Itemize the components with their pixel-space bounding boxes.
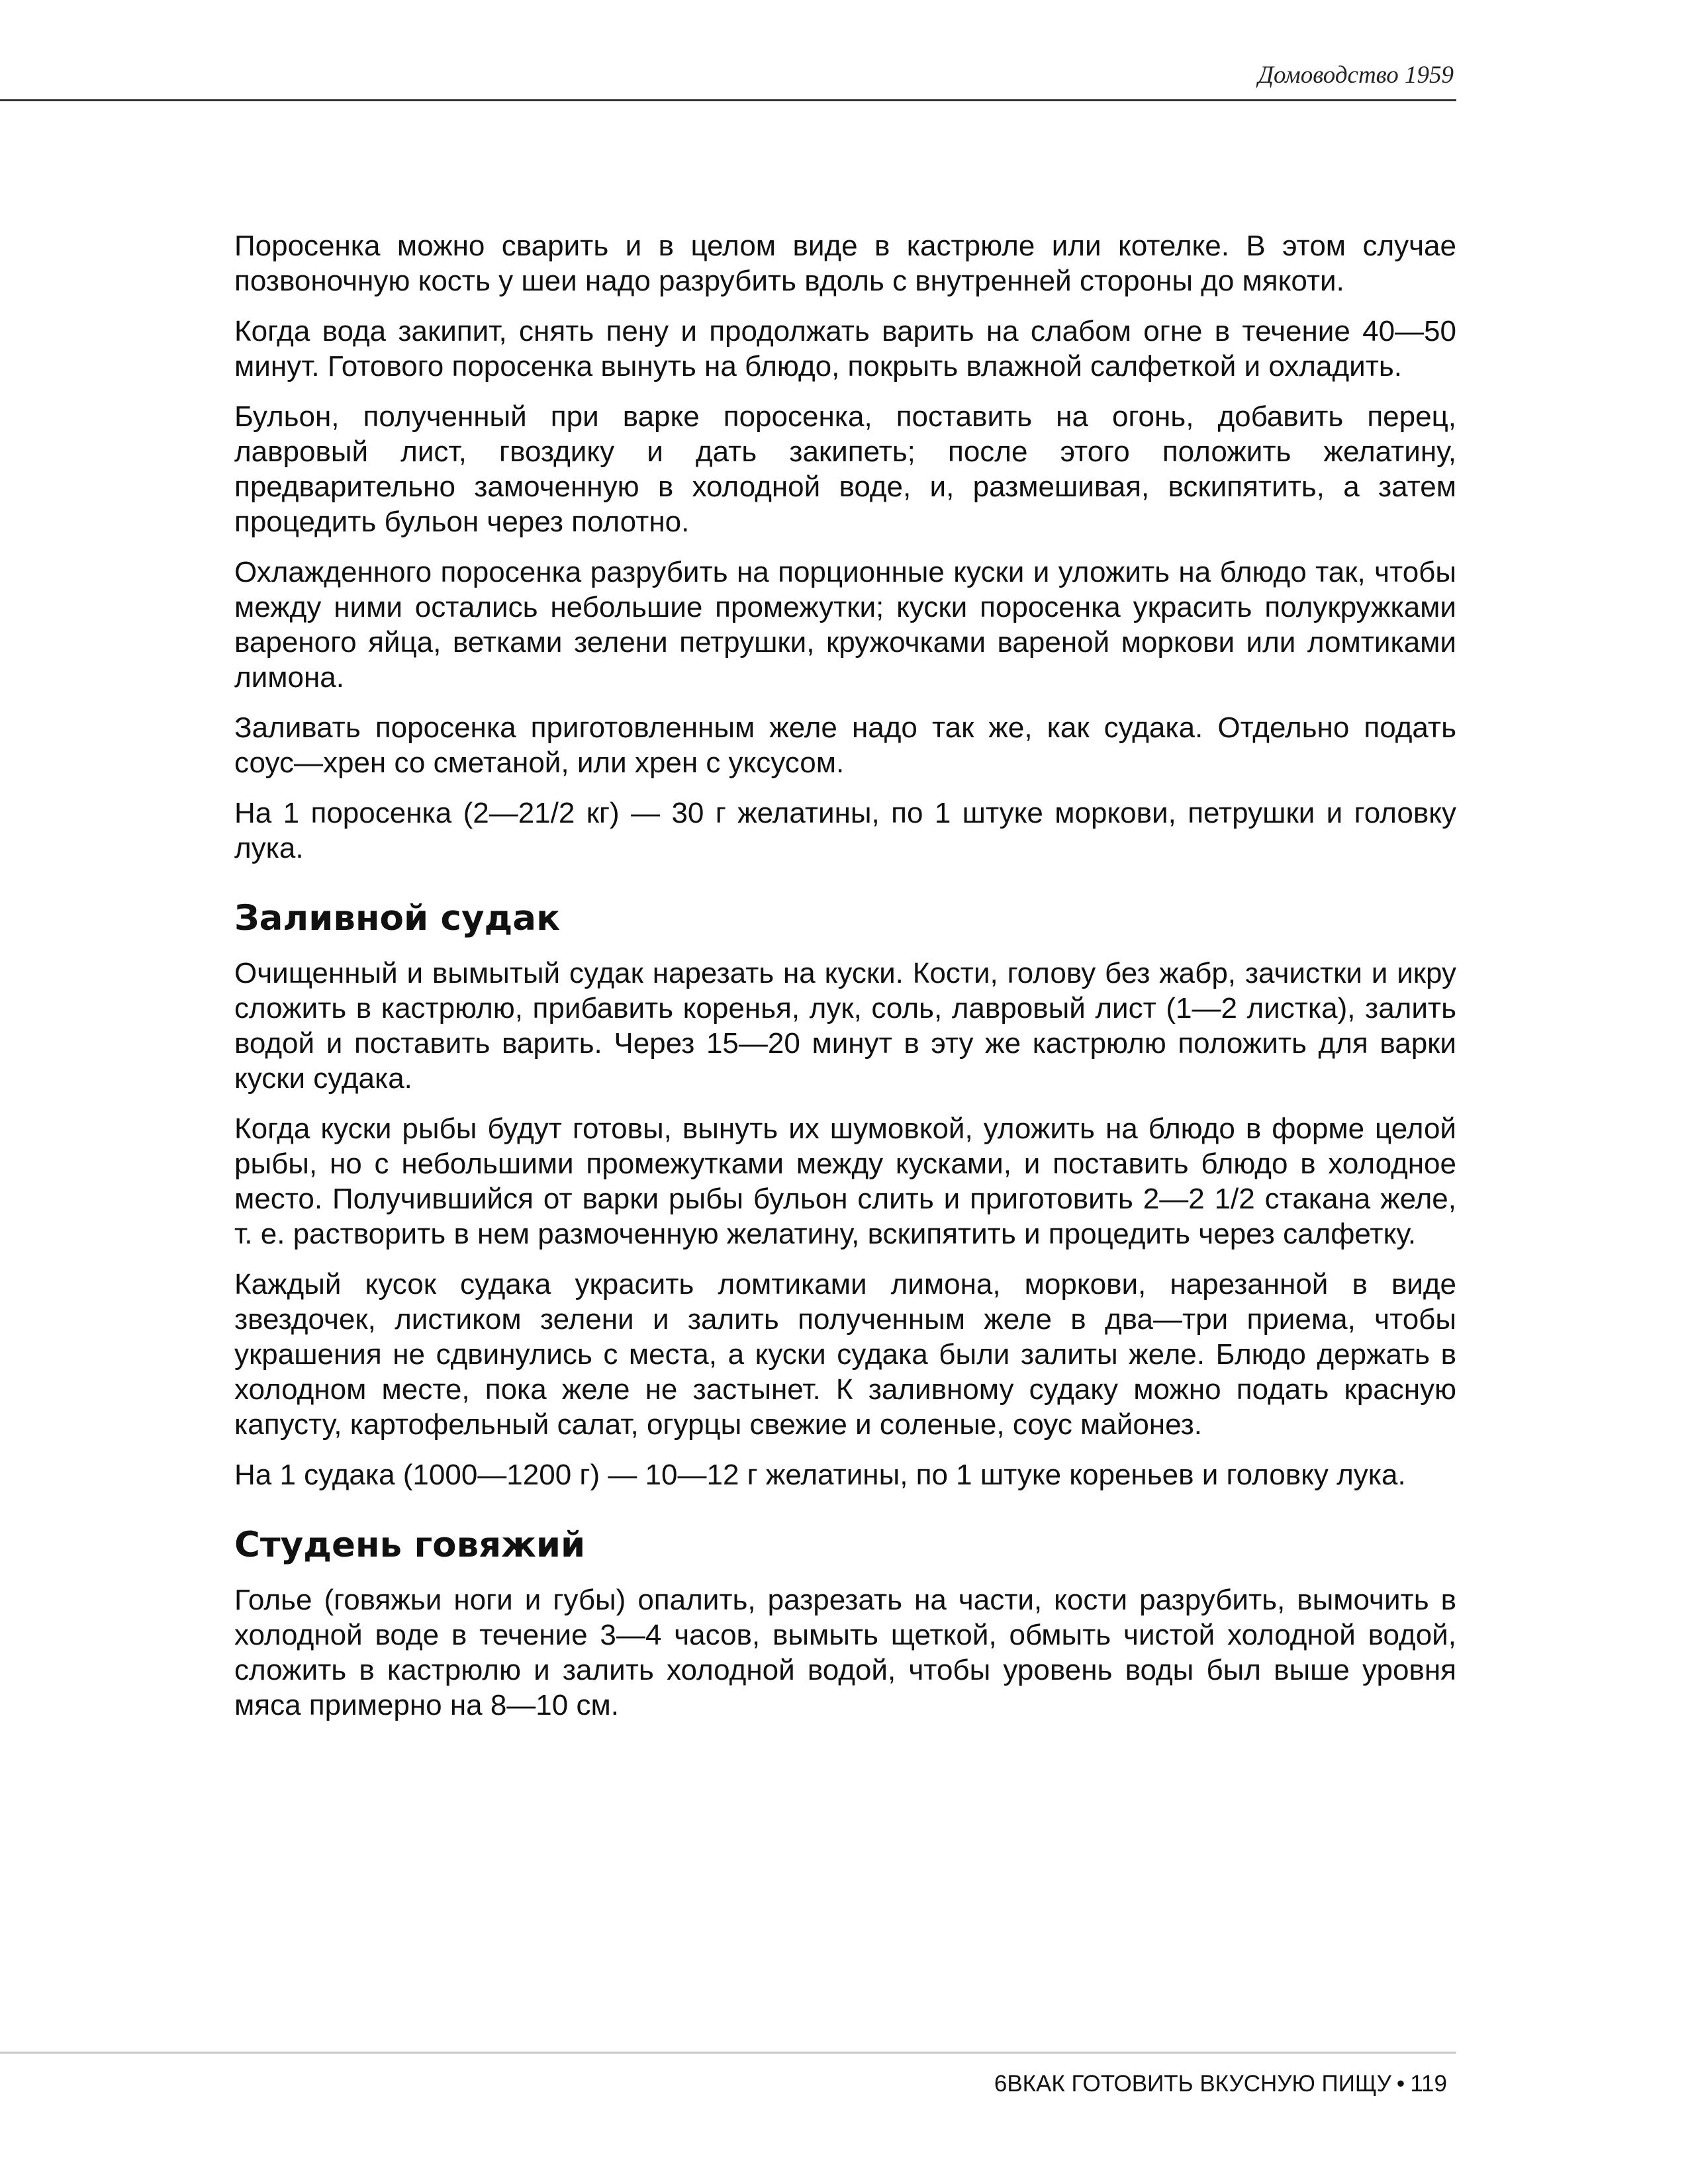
paragraph: На 1 поросенка (2—21/2 кг) — 30 г желатины, по 1 штуке моркови, петрушки и головку лука.	[234, 797, 1456, 864]
paragraph: Голье (говяжьи ноги и губы) опалить, разрезать на части, кости разрубить, вымочить в холодной воде в течение 3—4 часов, вымыть щеткой, обмыть чистой холодной водой, сложить в кастрюлю и залить холодной водой, чтобы уровень воды был выше уровня мяса примерно на 8—10 см.	[234, 1584, 1456, 1721]
page-body	[234, 228, 1456, 1738]
page-footer	[0, 2052, 1456, 2097]
paragraph: Когда куски рыбы будут готовы, вынуть их шумовкой, уложить на блюдо в форме целой рыбы, но с небольшими промежутками между кусками, и поставить блюдо в холодное место. Получившийся от варки рыбы бульон слить и приготовить 2—2 1/2 стакана желе, т. е. растворить в нем размоченную желатину, вскипятить и процедить через салфетку.	[234, 1113, 1456, 1250]
paragraph: Заливать поросенка приготовленным желе надо так же, как судака. Отдельно подать соус—хрен со сметаной, или хрен с уксусом.	[234, 711, 1456, 779]
footer-text	[994, 2071, 1447, 2097]
paragraph: Когда вода закипит, снять пену и продолжать варить на слабом огне в течение 40—50 минут. Готового поросенка вынуть на блюдо, покрыть влажной салфеткой и охладить.	[234, 315, 1456, 383]
paragraph: Бульон, полученный при варке поросенка, поставить на огонь, добавить перец, лавровый лист, гвоздику и дать закипеть; после этого положить желатину, предварительно замоченную в холодной воде, и, размешивая, вскипятить, а затем процедить бульон через полотно.	[234, 400, 1456, 538]
paragraph: Поросенка можно сварить и в целом виде в кастрюле или котелке. В этом случае позвоночную кость у шеи надо разрубить вдоль с внутренней стороны до мякоти.	[234, 230, 1456, 297]
paragraph: Очищенный и вымытый судак нарезать на куски. Кости, голову без жабр, зачистки и икру сложить в кастрюлю, прибавить коренья, лук, соль, лавровый лист (1—2 листка), залить водой и поставить варить. Через 15—20 минут в эту же кастрюлю положить для варки куски судака.	[234, 957, 1456, 1095]
section-heading-sudak: Заливной судак	[234, 898, 561, 938]
paragraph: Каждый кусок судака украсить ломтиками лимона, моркови, нарезанной в виде звездочек, листиком зелени и залить полученным желе в два—три приема, чтобы украшения не сдвинулись с места, а куски судака были залиты желе. Блюдо держать в холодном месте, пока желе не застынет. К заливному судаку можно подать красную капусту, картофельный салат, огурцы свежие и соленые, соус майонез.	[234, 1268, 1456, 1441]
footer-section-label: 6ВКАК ГОТОВИТЬ ВКУСНУЮ ПИЩУ	[994, 2071, 1391, 2097]
running-header	[0, 0, 1456, 101]
section-heading-studen: Студень говяжий	[234, 1525, 586, 1565]
paragraph: Охлажденного поросенка разрубить на порционные куски и уложить на блюдо так, чтобы между ними остались небольшие промежутки; куски поросенка украсить полукружками вареного яйца, ветками зелени петрушки, кружочками вареной моркови или ломтиками лимона.	[234, 556, 1456, 694]
page-number: 119	[1410, 2071, 1447, 2097]
footer-bullet: •	[1396, 2071, 1405, 2097]
running-header-title: Домоводство 1959	[1258, 62, 1454, 89]
paragraph: На 1 судака (1000—1200 г) — 10—12 г желатины, по 1 штуке кореньев и головку лука.	[234, 1459, 1406, 1491]
